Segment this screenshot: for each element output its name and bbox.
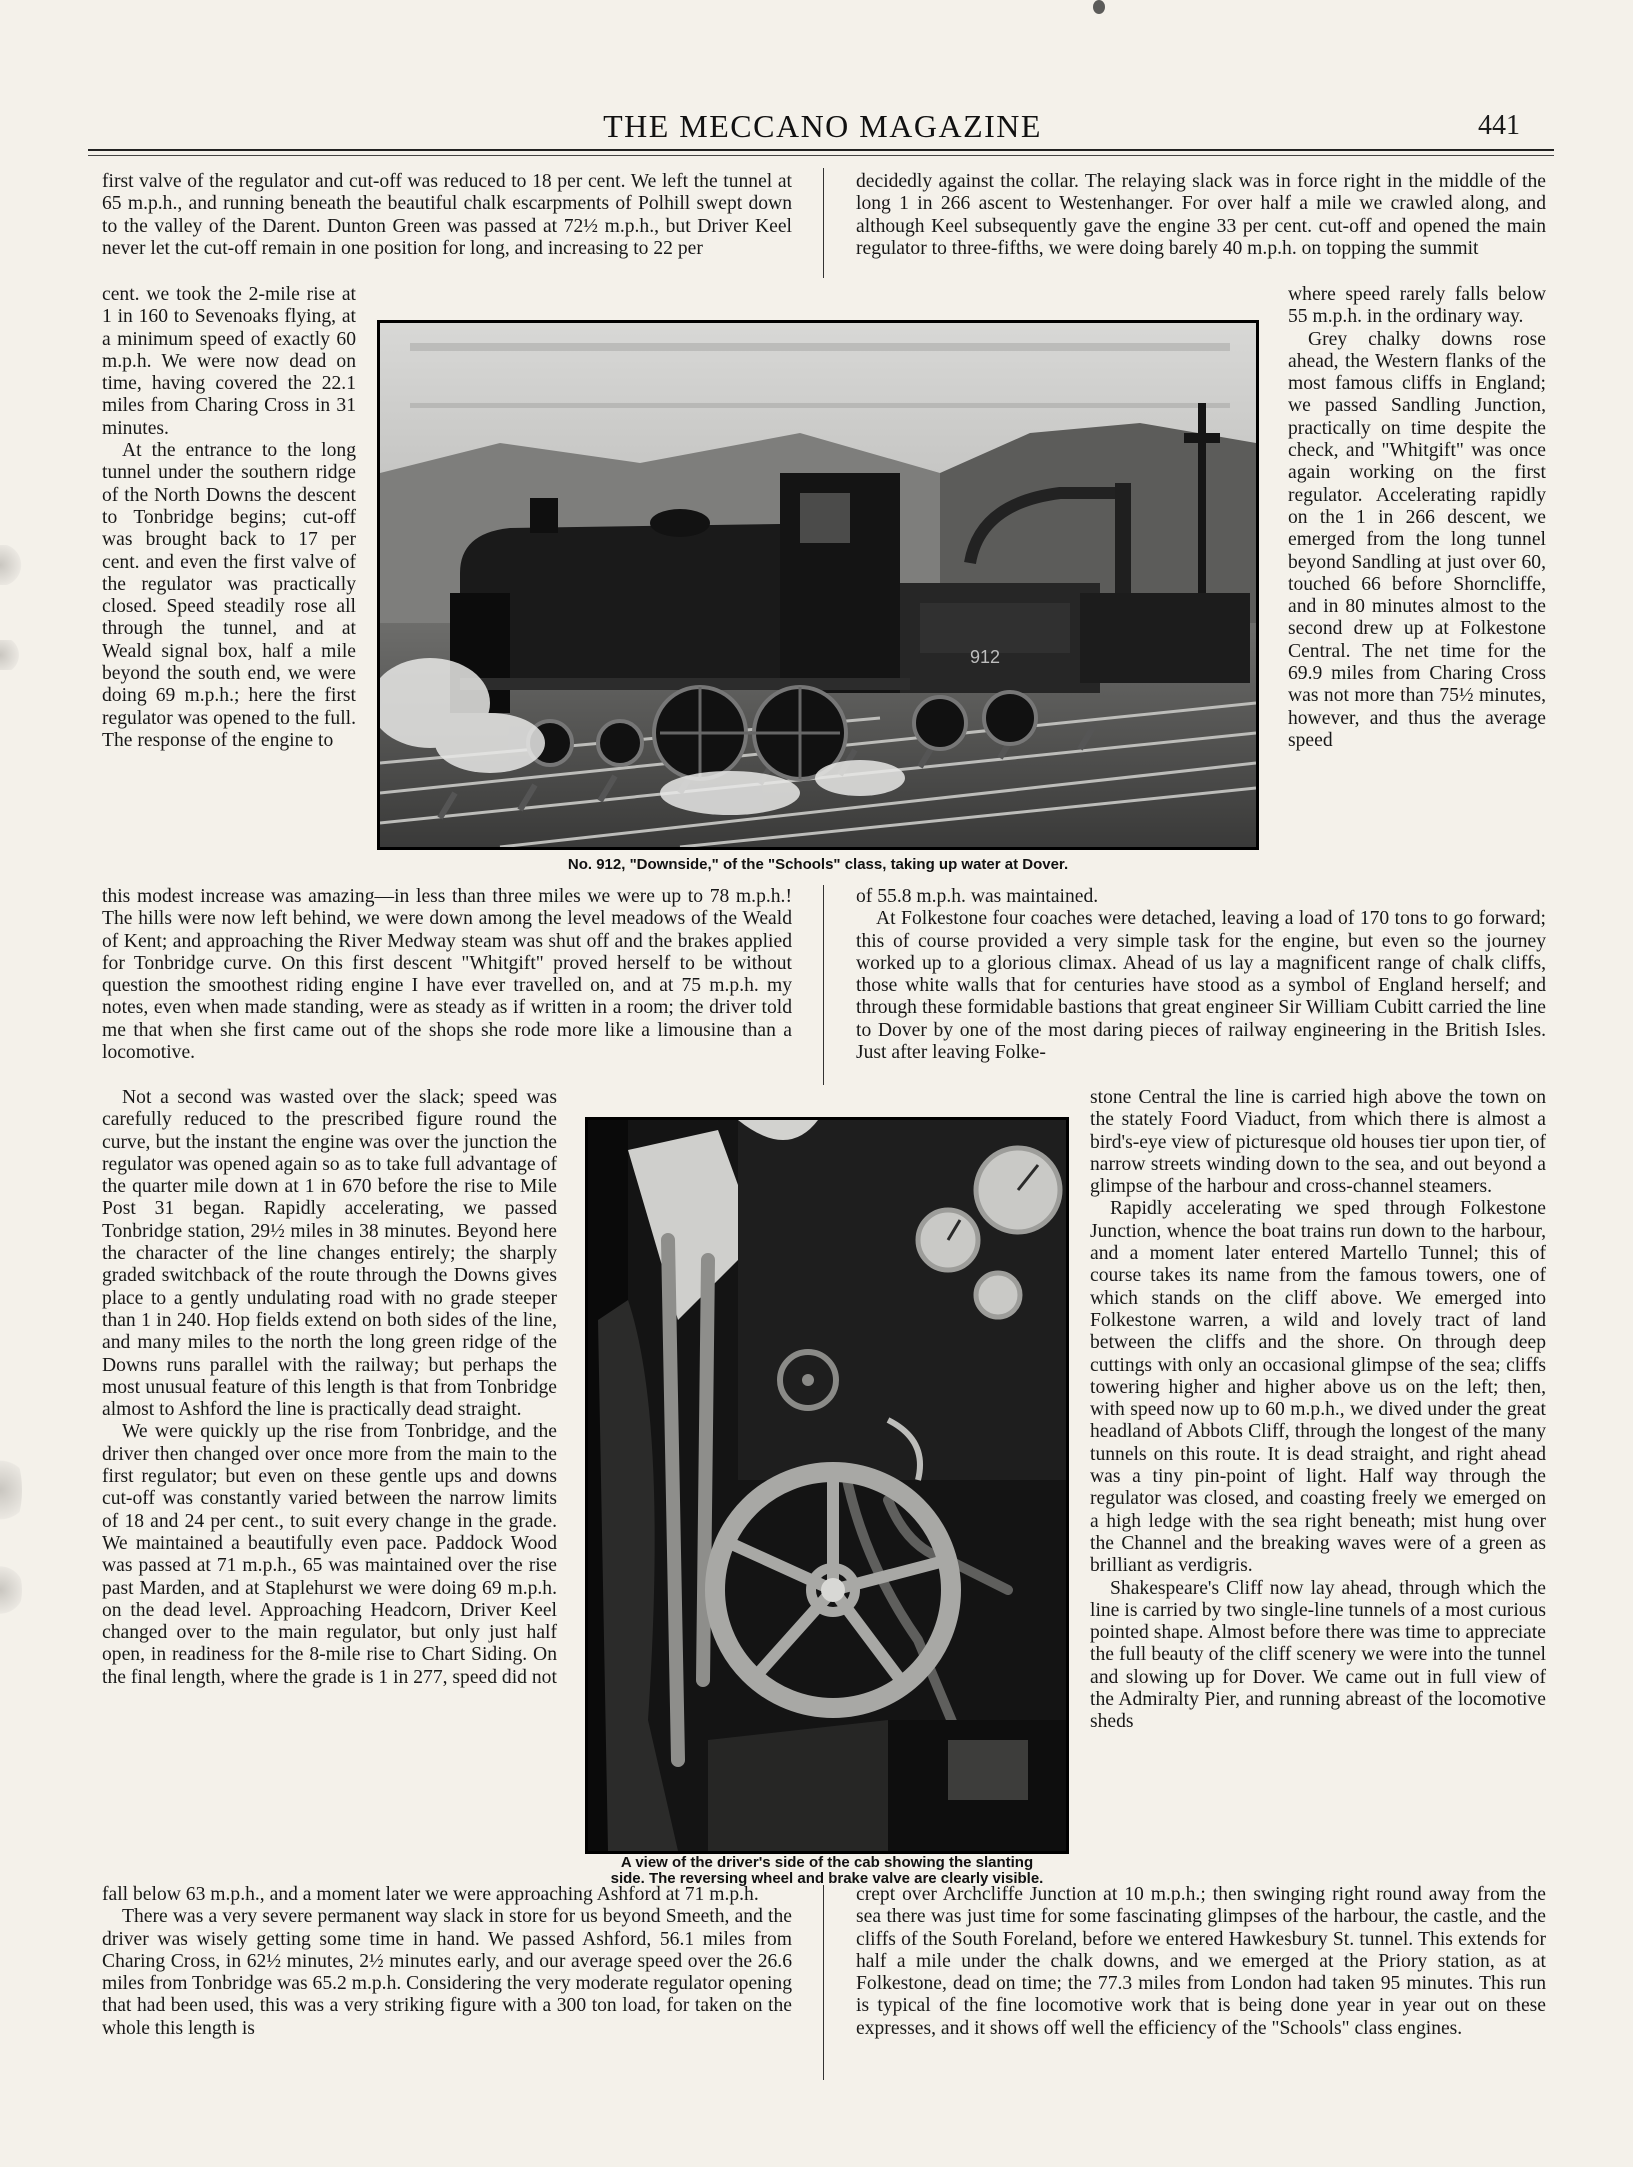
paragraph: At Folkestone four coaches were detached, leaving a load of 170 tons to go forward; this of course provided a very simple task for the engine, but even so the journey worked up to a glorious climax. Ahead of us lay a magnificent range of chalk cliffs, those white walls that for centuries have stood as a symbol of England herself; and through these formidable bastions that great engineer Sir William Cubitt carried the line to Dover by one of the most daring pieces of railway engineering in the British Isles. Just after leaving Folke- (856, 908, 1546, 1064)
caption-text: No. 912, "Downside," of the "Schools" class, taking up water at Dover. (567, 856, 1069, 873)
paragraph: Grey chalky downs rose ahead, the Western flanks of the most famous cliffs in England; we passed Sandling Junction, practically on time despite the check, and "Whitgift" was once again working on the first regulator. Accelerating rapidly on the 1 in 266 descent, we emerged from the long tunnel beyond Sandling at just over 60, touched 66 before Shorncliffe, and in 80 minutes almost to the second drew up at Folkestone Central. The net time for the 69.9 miles from Charing Cross was not more than 75½ minutes, however, and thus the average speed (1288, 328, 1546, 751)
page-number: 441 (1478, 110, 1520, 141)
paragraph: of 55.8 m.p.h. was maintained. (856, 886, 1099, 907)
cab-caption (585, 1855, 1069, 1887)
paragraph: where speed rarely falls below 55 m.p.h. in the ordinary way. (1288, 284, 1546, 328)
cab-photo (585, 1117, 1069, 1854)
scan-edge-mark (0, 640, 22, 670)
article-text-right-bottom (856, 1884, 1546, 2040)
article-text-left-bottom (102, 1884, 792, 2040)
paragraph: fall below 63 m.p.h., and a moment later we were approaching Ashford at 71 m.p.h. (102, 1884, 759, 1905)
caption-line: A view of the driver's side of the cab showing the slanting (620, 1854, 1034, 1871)
caption-line: side. The reversing wheel and brake valve are clearly visible. (610, 1870, 1044, 1887)
paragraph: Not a second was wasted over the slack; speed was carefully reduced to the prescribed figure round the curve, but the instant the engine was over the junction the regulator was opened again so as to take full advantage of the quarter mile down at 1 in 670 before the rise to Mile Post 31 began. Rapidly accelerating, we passed Tonbridge station, 29½ miles in 38 minutes. Beyond here the character of the line changes entirely; the sharply graded switchback of the route through the Downs gives place to a gently undulating road with no grade steeper than 1 in 240. Hop fields extend on both sides of the line, and many miles to the north the long green ridge of the Downs runs parallel with the railway; but perhaps the most unusual feature of this length is that from Tonbridge almost to Ashford the line is practically dead straight. (102, 1087, 557, 1421)
article-text-left-mid (102, 886, 792, 1064)
header-rule (88, 149, 1554, 151)
article-text-right-top (856, 171, 1546, 260)
column-divider (823, 168, 824, 278)
locomotive-number: 912 (970, 647, 1001, 667)
column-divider (823, 1885, 824, 2080)
column-divider (823, 885, 824, 1085)
paragraph: cent. we took the 2-mile rise at 1 in 160 to Sevenoaks flying, at a minimum speed of exactly 60 m.p.h. We were now dead on time, having covered the 22.1 miles from Charing Cross in 31 minutes. (102, 284, 356, 439)
cab-illustration (588, 1120, 1066, 1851)
article-text-left-top (102, 171, 792, 260)
paragraph: At the entrance to the long tunnel under the southern ridge of the North Downs the descent to Tonbridge begins; cut-off was brought back to 17 per cent. and even the first valve of the regulator was practically closed. Speed steadily rose all through the tunnel, and at Weald signal box, half a mile beyond the south end, we were doing 69 m.p.h.; here the first regulator was opened to the full. The response of the engine to (102, 440, 356, 751)
paragraph: decidedly against the collar. The relaying slack was in force right in the middle of the long 1 in 266 ascent to Westenhanger. For over half a mile we crawled along, and although Keel subsequently gave the engine 33 per cent. cut-off and opened the main regulator to three-fifths, we were doing barely 40 m.p.h. on topping the summit (856, 171, 1546, 259)
paragraph: Shakespeare's Cliff now lay ahead, through which the line is carried by two single-line tunnels of a most curious pointed shape. Almost before there was time to appreciate the full beauty of the cliff scenery we were into the tunnel and slowing up for Dover. We came out in full view of the Admiralty Pier, and running abreast of the locomotive sheds (1090, 1577, 1546, 1733)
scan-edge-mark (0, 1565, 22, 1615)
article-text-left-lower (102, 1087, 557, 1689)
locomotive-photo (377, 320, 1259, 850)
paragraph: There was a very severe permanent way slack in store for us beyond Smeeth, and the driver was wisely getting some time in hand. We passed Ashford, 56.1 miles from Charing Cross, in 62½ minutes, 2½ minutes early, and our average speed over the 26.6 miles from Tonbridge was 65.2 m.p.h. Considering the very moderate regulator opening that had been used, this was a very striking figure with a 300 ton load, for taken on the whole this length is (102, 1906, 792, 2039)
locomotive-caption (377, 857, 1259, 873)
page-header (90, 106, 1555, 146)
header-rule (88, 155, 1554, 156)
locomotive-illustration (380, 323, 1256, 847)
paragraph: Rapidly accelerating we sped through Folkestone Junction, whence the boat trains run down to the harbour, and a moment later entered Martello Tunnel; this of course takes its name from the famous towers, one of which stands on the cliff above. We emerged into Folkestone warren, a wild and lovely tract of land between the cliffs and the shore. On through deep cuttings with only an occasional glimpse of the sea; cliffs towering higher and higher above us on the left; then, with speed now up to 60 m.p.h., we dived under the great headland of Abbots Cliff, through the longest of the many tunnels on this route. It is dead straight, and right ahead was a tiny pin-point of light. Half way through the regulator was closed, and coasting freely we emerged on a high ledge with the sea right beneath; mist hung over the Channel and the breaking waves were of a green as brilliant as verdigris. (1090, 1198, 1546, 1577)
paragraph: We were quickly up the rise from Tonbridge, and the driver then changed over once more from the main to the first regulator; but even on these gentle ups and downs cut-off was constantly varied between the narrow limits of 18 and 24 per cent., to suit every change in the grade. We maintained a beautifully even pace. Paddock Wood was passed at 71 m.p.h., 65 was maintained over the rise past Marden, and at Staplehurst we were doing 69 m.p.h. on the dead level. Approaching Headcorn, Driver Keel changed over to the main regulator, but only just half open, in readiness for the 8-mile rise to Chart Siding. On the final length, where the grade is 1 in 277, speed did not (102, 1421, 557, 1688)
magazine-title: THE MECCANO MAGAZINE (603, 108, 1042, 144)
article-text-left-narrow (102, 284, 356, 752)
paragraph: stone Central the line is carried high above the town on the stately Foord Viaduct, from which there is almost a bird's-eye view of picturesque old houses tier upon tier, of narrow streets winding down to the sea, and out beyond a glimpse of the harbour and cross-channel steamers. (1090, 1087, 1546, 1198)
article-text-right-lower (1090, 1087, 1546, 1734)
article-text-right-mid (856, 886, 1546, 1064)
scan-edge-mark (0, 545, 22, 585)
scan-edge-mark (0, 1455, 22, 1525)
article-text-right-narrow (1288, 284, 1546, 752)
paragraph: first valve of the regulator and cut-off was reduced to 18 per cent. We left the tunnel at 65 m.p.h., and running beneath the beautiful chalk escarpments of Polhill swept down to the valley of the Darent. Dunton Green was passed at 72½ m.p.h., but Driver Keel never let the cut-off remain in one position for long, and increasing to 22 per (102, 171, 792, 259)
paragraph: crept over Archcliffe Junction at 10 m.p.h.; then swinging right round away from the sea there was just time for some fascinating glimpses of the harbour, the castle, and the cliffs of the South Foreland, before we entered Hawkesbury St. tunnel. This extends for half a mile under the chalk downs, and we emerged at the Priory station, as at Folkestone, dead on time; the 77.3 miles from London had taken 95 minutes. This run is typical of the fine locomotive work that is being done year in year out on these expresses, and it shows off well the efficiency of the "Schools" class engines. (856, 1884, 1546, 2039)
scan-speck (1093, 0, 1105, 14)
paragraph: this modest increase was amazing—in less than three miles we were up to 78 m.p.h.! The hills were now left behind, we were down among the level meadows of the Weald of Kent; and approaching the River Medway steam was shut off and the brakes applied for Tonbridge curve. On this first descent "Whitgift" proved herself to be without question the smoothest riding engine I have ever travelled on, and at 75 m.p.h. my notes, even when made standing, were as steady as if written in a room; the driver told me that when she first came out of the shops she rode more like a limousine than a locomotive. (102, 886, 792, 1064)
